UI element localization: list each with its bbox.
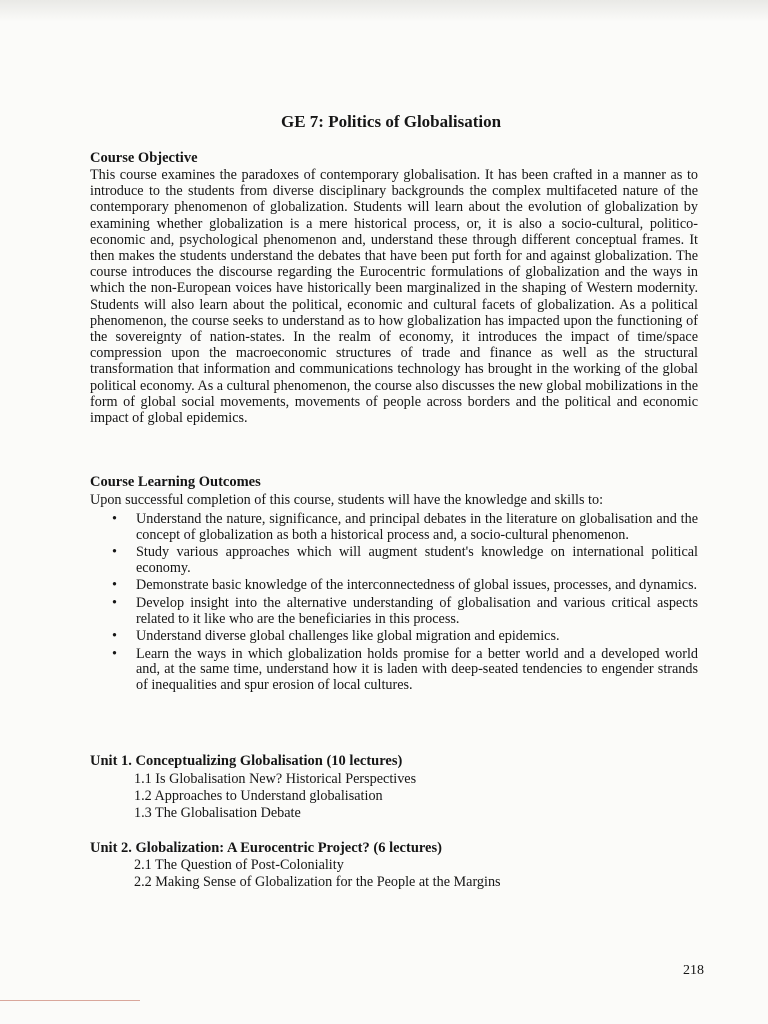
course-objective-text: This course examines the paradoxes of contemporary globalisation. It has been crafted in a manner as to introduce to the students from diverse disciplinary backgrounds the complex multifaceted nature of the contemporary phenomenon of globalization. Students will learn about the evolution of globalization by examining whether globalization is a mere historical process, or, it is also a socio-cultural, politico-economic and, psychological phenomenon and, understand these through different conceptual frames. It then makes the students understand the debates that have been put forth for and against globalization. The course introduces the discourse regarding the Eurocentric formulations of globalization and the ways in which the non-European voices have historically been marginalized in the shaping of Western modernity. Students will also learn about the political, economic and cultural facets of globalization. As a political phenomenon, the course seeks to understand as to how globalization has impacted upon the functioning of the sovereignty of nation-states. In the realm of economy, it introduces the impact of time/space compression upon the macroeconomic structures of trade and finance as well as the structural transformation that information and communications technology has brought in the working of the global political economy. As a cultural phenomenon, the course also discusses the new global mobilizations in the form of global social movements, movements of people across borders and the political and economic impact of global epidemics.	[90, 167, 698, 427]
bullet-icon: •	[112, 511, 117, 527]
outcome-text: Demonstrate basic knowledge of the interconnectedness of global issues, processes, and dynamics.	[136, 577, 698, 594]
unit-2-heading: Unit 2. Globalization: A Eurocentric Project? (6 lectures)	[90, 840, 442, 856]
bullet-icon: •	[112, 577, 117, 594]
learning-outcomes-heading: Course Learning Outcomes	[90, 474, 261, 490]
document-title: GE 7: Politics of Globalisation	[280, 112, 502, 131]
outcome-text: Learn the ways in which globalization holds promise for a better world and a developed world and, at the same time, understand how it is laden with deep-seated tendencies to engender strands of inequalities and spur erosion of local cultures.	[136, 645, 698, 693]
unit-1-heading: Unit 1. Conceptualizing Globalisation (10 lectures)	[90, 753, 403, 769]
scan-edge-line	[0, 1000, 140, 1001]
unit-2-topics	[134, 857, 501, 891]
list-item	[112, 512, 698, 543]
learning-outcomes-intro: Upon successful completion of this course, students will have the knowledge and skills to:	[90, 492, 604, 508]
list-item: 2.1 The Question of Post-Coloniality	[134, 857, 344, 873]
list-item: 2.2 Making Sense of Globalization for the People at the Margins	[134, 874, 501, 890]
bullet-icon: •	[112, 544, 117, 561]
list-item	[112, 578, 698, 594]
list-item: 1.1 Is Globalisation New? Historical Perspectives	[134, 771, 417, 787]
list-item: 1.3 The Globalisation Debate	[134, 805, 301, 821]
outcome-text: Study various approaches which will augment student's knowledge on international political economy.	[136, 544, 698, 576]
bullet-icon: •	[112, 594, 117, 611]
outcome-text: Understand the nature, significance, and principal debates in the literature on globalisation and the concept of globalization as both a historical process and, a socio-cultural phenomenon.	[136, 511, 698, 543]
list-item	[112, 629, 698, 645]
learning-outcomes-list	[112, 512, 698, 696]
list-item	[112, 545, 698, 576]
bullet-icon: •	[112, 645, 117, 662]
unit-1-topics	[134, 771, 416, 822]
list-item: 1.2 Approaches to Understand globalisation	[134, 788, 383, 804]
outcome-text: Develop insight into the alternative understanding of globalisation and various critical aspects related to it like who are the beneficiaries in this process.	[136, 594, 698, 627]
list-item	[112, 596, 698, 627]
course-objective-heading: Course Objective	[90, 150, 198, 166]
list-item	[112, 647, 698, 694]
outcome-text: Understand diverse global challenges like global migration and epidemics.	[136, 628, 560, 645]
page-number: 218	[683, 963, 704, 978]
bullet-icon: •	[112, 628, 117, 645]
